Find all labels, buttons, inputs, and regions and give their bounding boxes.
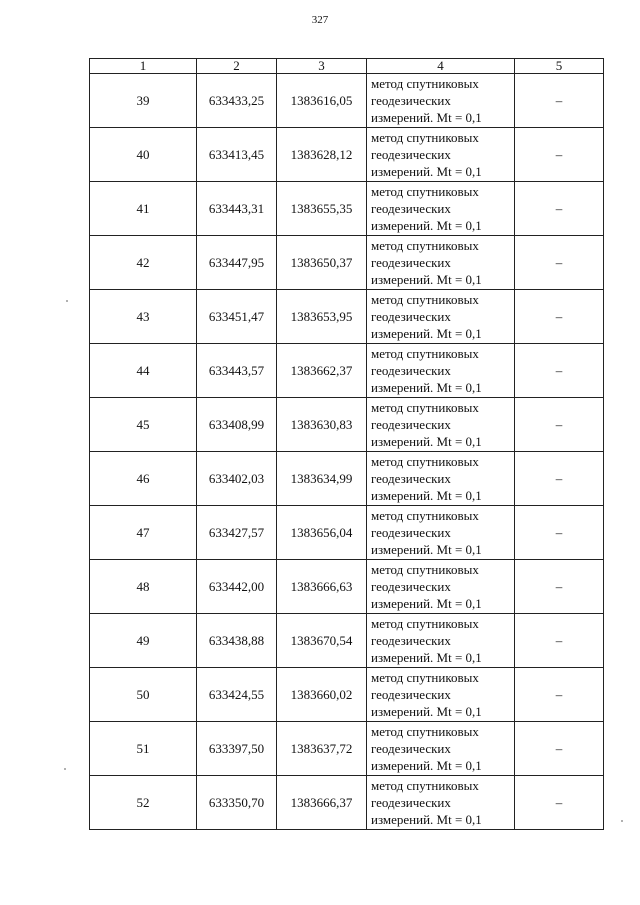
x-coordinate-cell: 633402,03 — [197, 452, 277, 506]
y-coordinate-cell: 1383656,04 — [277, 506, 367, 560]
method-cell — [367, 776, 515, 830]
x-coordinate-cell: 633433,25 — [197, 74, 277, 128]
method-line: метод спутниковых — [371, 778, 479, 793]
method-line: измерений. Mt = 0,1 — [371, 812, 482, 827]
point-number-cell: 52 — [90, 776, 197, 830]
table-row — [90, 398, 604, 452]
coordinates-table — [89, 58, 604, 830]
method-line: метод спутниковых — [371, 508, 479, 523]
x-coordinate-cell: 633443,57 — [197, 344, 277, 398]
method-cell — [367, 506, 515, 560]
method-line: измерений. Mt = 0,1 — [371, 758, 482, 773]
note-cell: – — [515, 128, 604, 182]
method-line: измерений. Mt = 0,1 — [371, 110, 482, 125]
method-line: метод спутниковых — [371, 454, 479, 469]
method-line: метод спутниковых — [371, 616, 479, 631]
note-cell: – — [515, 668, 604, 722]
method-line: метод спутниковых — [371, 76, 479, 91]
method-line: метод спутниковых — [371, 130, 479, 145]
method-line: измерений. Mt = 0,1 — [371, 164, 482, 179]
point-number-cell: 43 — [90, 290, 197, 344]
table-row — [90, 452, 604, 506]
method-cell — [367, 668, 515, 722]
method-cell — [367, 722, 515, 776]
x-coordinate-cell: 633443,31 — [197, 182, 277, 236]
note-cell: – — [515, 776, 604, 830]
method-line: геодезических — [371, 363, 451, 378]
x-coordinate-cell: 633408,99 — [197, 398, 277, 452]
scan-speck — [66, 300, 68, 302]
method-line: измерений. Mt = 0,1 — [371, 650, 482, 665]
point-number-cell: 50 — [90, 668, 197, 722]
y-coordinate-cell: 1383637,72 — [277, 722, 367, 776]
x-coordinate-cell: 633438,88 — [197, 614, 277, 668]
point-number-cell: 40 — [90, 128, 197, 182]
method-line: геодезических — [371, 93, 451, 108]
method-cell — [367, 614, 515, 668]
method-line: геодезических — [371, 201, 451, 216]
method-cell — [367, 290, 515, 344]
y-coordinate-cell: 1383660,02 — [277, 668, 367, 722]
method-line: геодезических — [371, 417, 451, 432]
y-coordinate-cell: 1383655,35 — [277, 182, 367, 236]
table-row — [90, 668, 604, 722]
point-number-cell: 45 — [90, 398, 197, 452]
y-coordinate-cell: 1383670,54 — [277, 614, 367, 668]
method-line: метод спутниковых — [371, 184, 479, 199]
method-line: метод спутниковых — [371, 346, 479, 361]
method-line: измерений. Mt = 0,1 — [371, 596, 482, 611]
method-line: геодезических — [371, 309, 451, 324]
method-line: геодезических — [371, 633, 451, 648]
method-line: метод спутниковых — [371, 238, 479, 253]
column-header: 5 — [515, 59, 604, 74]
column-header: 1 — [90, 59, 197, 74]
table-row — [90, 614, 604, 668]
y-coordinate-cell: 1383634,99 — [277, 452, 367, 506]
point-number-cell: 46 — [90, 452, 197, 506]
column-header: 3 — [277, 59, 367, 74]
scan-speck — [64, 768, 66, 770]
x-coordinate-cell: 633447,95 — [197, 236, 277, 290]
y-coordinate-cell: 1383662,37 — [277, 344, 367, 398]
point-number-cell: 42 — [90, 236, 197, 290]
point-number-cell: 44 — [90, 344, 197, 398]
table-row — [90, 776, 604, 830]
method-cell — [367, 344, 515, 398]
method-line: измерений. Mt = 0,1 — [371, 326, 482, 341]
method-line: геодезических — [371, 471, 451, 486]
method-line: метод спутниковых — [371, 724, 479, 739]
point-number-cell: 39 — [90, 74, 197, 128]
column-header: 2 — [197, 59, 277, 74]
note-cell: – — [515, 560, 604, 614]
table-row — [90, 506, 604, 560]
method-cell — [367, 74, 515, 128]
note-cell: – — [515, 506, 604, 560]
y-coordinate-cell: 1383666,63 — [277, 560, 367, 614]
method-line: метод спутниковых — [371, 292, 479, 307]
method-line: метод спутниковых — [371, 400, 479, 415]
point-number-cell: 47 — [90, 506, 197, 560]
x-coordinate-cell: 633442,00 — [197, 560, 277, 614]
table-row — [90, 74, 604, 128]
scan-speck — [621, 820, 623, 822]
note-cell: – — [515, 182, 604, 236]
y-coordinate-cell: 1383630,83 — [277, 398, 367, 452]
method-line: измерений. Mt = 0,1 — [371, 434, 482, 449]
y-coordinate-cell: 1383653,95 — [277, 290, 367, 344]
note-cell: – — [515, 398, 604, 452]
x-coordinate-cell: 633397,50 — [197, 722, 277, 776]
table-row — [90, 236, 604, 290]
note-cell: – — [515, 614, 604, 668]
method-line: геодезических — [371, 795, 451, 810]
point-number-cell: 41 — [90, 182, 197, 236]
table-row — [90, 128, 604, 182]
y-coordinate-cell: 1383616,05 — [277, 74, 367, 128]
note-cell: – — [515, 452, 604, 506]
column-header: 4 — [367, 59, 515, 74]
method-line: геодезических — [371, 741, 451, 756]
table-row — [90, 290, 604, 344]
x-coordinate-cell: 633413,45 — [197, 128, 277, 182]
method-line: измерений. Mt = 0,1 — [371, 380, 482, 395]
point-number-cell: 49 — [90, 614, 197, 668]
page-number: 327 — [311, 14, 329, 26]
method-line: геодезических — [371, 525, 451, 540]
note-cell: – — [515, 722, 604, 776]
note-cell: – — [515, 344, 604, 398]
method-line: измерений. Mt = 0,1 — [371, 704, 482, 719]
point-number-cell: 48 — [90, 560, 197, 614]
x-coordinate-cell: 633427,57 — [197, 506, 277, 560]
method-line: метод спутниковых — [371, 670, 479, 685]
method-line: геодезических — [371, 255, 451, 270]
method-line: измерений. Mt = 0,1 — [371, 542, 482, 557]
method-line: геодезических — [371, 687, 451, 702]
method-line: измерений. Mt = 0,1 — [371, 218, 482, 233]
method-cell — [367, 398, 515, 452]
y-coordinate-cell: 1383666,37 — [277, 776, 367, 830]
table-row — [90, 560, 604, 614]
method-cell — [367, 128, 515, 182]
x-coordinate-cell: 633350,70 — [197, 776, 277, 830]
note-cell: – — [515, 74, 604, 128]
method-line: измерений. Mt = 0,1 — [371, 488, 482, 503]
y-coordinate-cell: 1383628,12 — [277, 128, 367, 182]
method-cell — [367, 182, 515, 236]
x-coordinate-cell: 633451,47 — [197, 290, 277, 344]
table-header-row — [90, 59, 604, 74]
y-coordinate-cell: 1383650,37 — [277, 236, 367, 290]
method-cell — [367, 236, 515, 290]
note-cell: – — [515, 290, 604, 344]
method-line: метод спутниковых — [371, 562, 479, 577]
table-row — [90, 722, 604, 776]
point-number-cell: 51 — [90, 722, 197, 776]
x-coordinate-cell: 633424,55 — [197, 668, 277, 722]
method-line: геодезических — [371, 579, 451, 594]
note-cell: – — [515, 236, 604, 290]
method-line: геодезических — [371, 147, 451, 162]
table-row — [90, 182, 604, 236]
method-cell — [367, 452, 515, 506]
method-line: измерений. Mt = 0,1 — [371, 272, 482, 287]
table-row — [90, 344, 604, 398]
table-body — [90, 74, 604, 830]
method-cell — [367, 560, 515, 614]
